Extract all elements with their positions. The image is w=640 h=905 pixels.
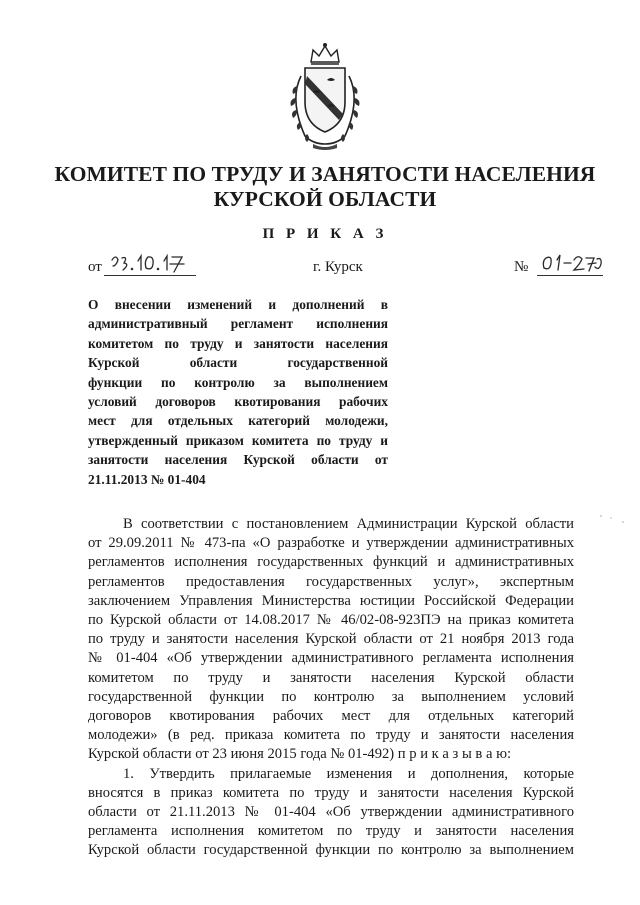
subject-line: мест для отдельных категорий молодежи, (88, 413, 388, 429)
margin-marks (595, 510, 635, 540)
handwritten-number (540, 252, 602, 274)
subject-line: функции по контролю за выполнением (88, 374, 388, 390)
body-line: государственной функции по контролю за выполнением условий (88, 688, 574, 705)
committee-name-line1: КОМИТЕТ ПО ТРУДУ И ЗАНЯТОСТИ НАСЕЛЕНИЯ (54, 162, 596, 186)
body-line: 1. Утвердить прилагаемые изменения и дополнения, которые (123, 765, 574, 782)
body-line: заключением Управления Министерства юстиции Российской Федерации (88, 592, 574, 609)
body-line: В соответствии с постановлением Администрации Курской области (123, 516, 574, 532)
subject-line: комитетом по труду и занятости населения (88, 335, 388, 351)
body-line: комитетом по труду и занятости населения Курской области (88, 669, 574, 686)
order-subject (88, 295, 388, 489)
subject-line: административный регламент исполнения (88, 316, 388, 332)
subject-line: утвержденный приказом комитета по труду и (88, 432, 388, 448)
date-label: от (88, 259, 102, 275)
number-underline (537, 275, 603, 276)
committee-name-line2: КУРСКОЙ ОБЛАСТИ (213, 187, 437, 211)
body-line: вносятся в приказ комитета по труду и занятости населения Курской (88, 784, 574, 801)
number-label: № (514, 259, 529, 275)
order-body (88, 515, 574, 861)
body-line: Курской области государственной функции по контролю за выполнением (88, 842, 574, 859)
body-line: регламента исполнения комитетом по труду и занятости населения (88, 823, 574, 840)
city-label: г. Курск (313, 259, 363, 275)
body-line: Курской области от 23 июня 2015 года № 01-492) п р и к а з ы в а ю: (88, 746, 512, 763)
body-line: области от 21.11.2013 № 01-404 «Об утверждении административного (88, 804, 574, 821)
subject-line: условий договоров квотирования рабочих (88, 394, 388, 410)
subject-line: Курской области государственной (88, 355, 388, 371)
body-line: регламентов исполнения государственных функций и административных (88, 554, 574, 571)
date-underline (104, 275, 196, 276)
body-line: № 01-404 «Об утверждении административного регламента исполнения (88, 650, 574, 667)
handwritten-date (108, 252, 196, 274)
body-line: молодежи» (в ред. приказа комитета по труду и занятости населения (88, 727, 574, 744)
subject-line: О внесении изменений и дополнений в (88, 297, 388, 312)
body-line: по Курской области от 14.08.2017 № 46/02-08-923ПЭ на приказ комитета (88, 612, 574, 629)
body-line: регламентов предоставления государственных услуг», экспертным (88, 573, 574, 590)
subject-line: 21.11.2013 № 01-404 (88, 471, 206, 487)
body-line: от 29.09.2011 № 473-па «О разработке и утверждении административных (88, 535, 574, 552)
body-line: по труду и занятости населения Курской области от 21 ноября 2013 года (88, 631, 574, 648)
subject-line: занятости населения Курской области от (88, 452, 388, 468)
kursk-region-coat-of-arms-icon (283, 40, 367, 152)
body-line: договоров квотирования рабочих мест для отдельных категорий (88, 708, 574, 725)
document-type-title: П Р И К А З (262, 226, 388, 242)
